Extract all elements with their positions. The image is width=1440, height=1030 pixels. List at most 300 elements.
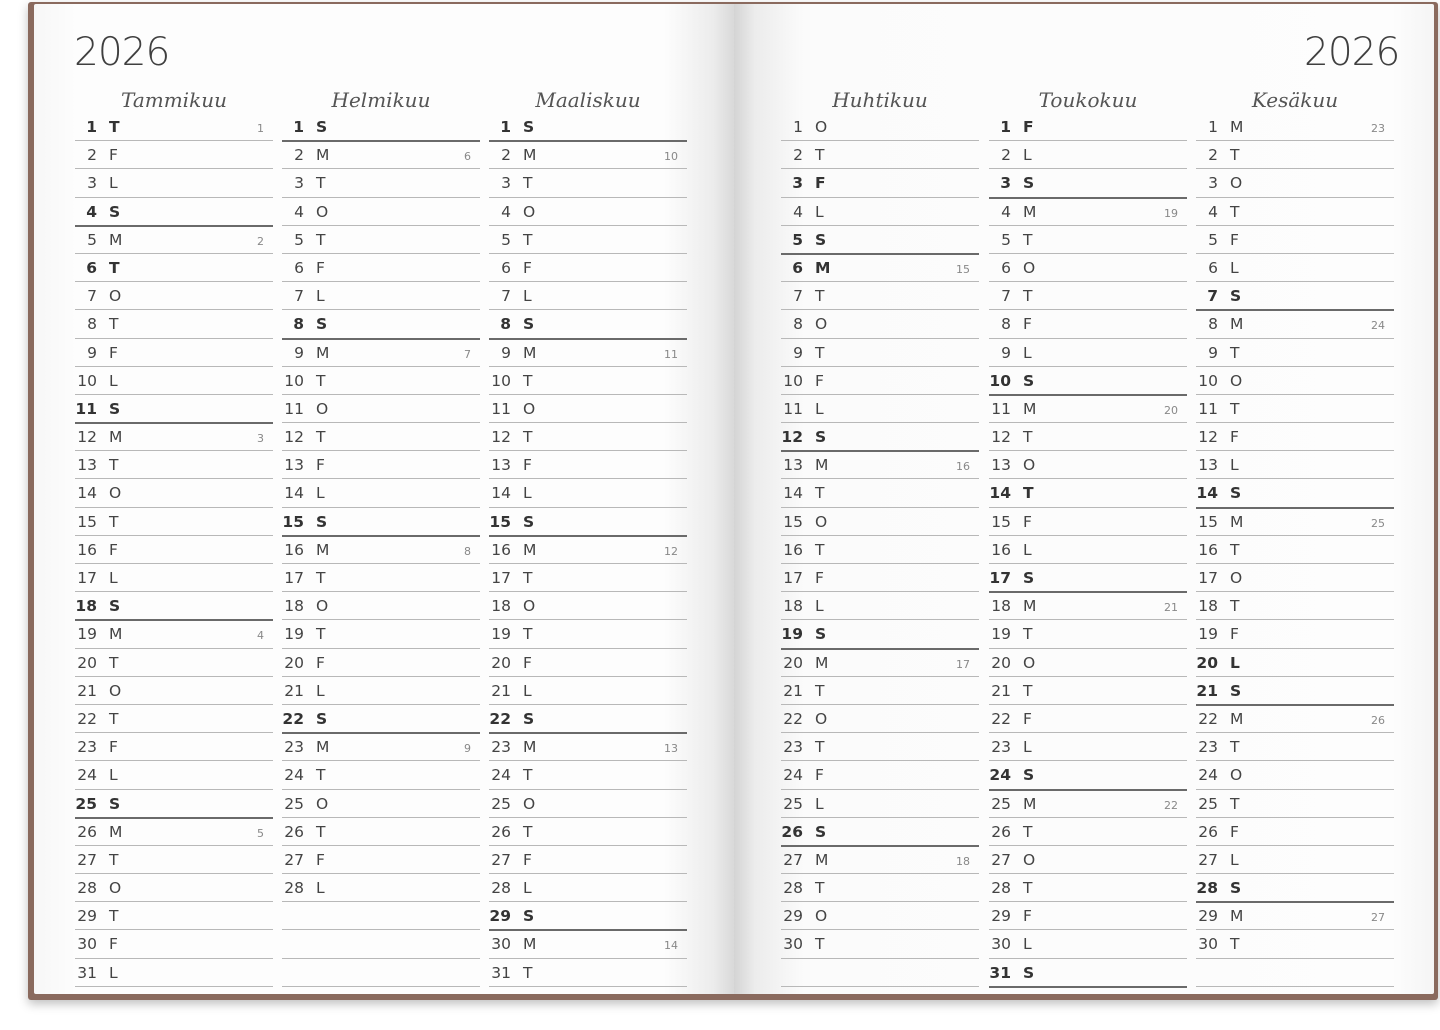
- day-row: [282, 368, 480, 395]
- day-row: [489, 734, 687, 761]
- weekday-letter: F: [316, 850, 325, 869]
- day-number: 19: [991, 625, 1011, 644]
- weekday-letter: S: [815, 428, 827, 447]
- week-number: 18: [956, 854, 970, 868]
- day-number: 15: [489, 512, 511, 531]
- day-number: 4: [501, 202, 511, 221]
- weekday-letter: F: [109, 146, 118, 165]
- day-number: 30: [1198, 935, 1218, 954]
- day-number: 28: [783, 879, 803, 898]
- day-number: 20: [491, 653, 511, 672]
- day-number: 7: [1207, 287, 1218, 306]
- day-number: 4: [793, 202, 803, 221]
- day-row: [282, 480, 480, 507]
- week-number: 7: [464, 347, 471, 361]
- day-row: [282, 960, 480, 987]
- month-name: Kesäkuu: [1251, 88, 1339, 112]
- week-number: 20: [1164, 403, 1178, 417]
- day-number: 6: [501, 258, 511, 277]
- weekday-letter: L: [1023, 738, 1032, 757]
- day-row: [1196, 114, 1394, 141]
- day-row: [989, 255, 1187, 282]
- day-row: [781, 480, 979, 507]
- day-number: 29: [1198, 907, 1218, 926]
- day-row: [489, 396, 687, 423]
- weekday-letter: O: [1023, 258, 1036, 277]
- weekday-letter: T: [815, 540, 825, 559]
- day-row: [781, 283, 979, 310]
- weekday-letter: S: [523, 315, 535, 334]
- day-number: 8: [793, 315, 803, 334]
- week-number: 21: [1164, 601, 1178, 615]
- day-row: [489, 227, 687, 254]
- weekday-letter: T: [1230, 399, 1240, 418]
- day-number: 21: [783, 681, 803, 700]
- weekday-letter: T: [1230, 202, 1240, 221]
- weekday-letter: L: [109, 371, 118, 390]
- day-row: [282, 931, 480, 958]
- day-number: 12: [491, 428, 511, 447]
- day-number: 30: [77, 935, 97, 954]
- day-row: [282, 227, 480, 254]
- weekday-letter: T: [109, 512, 119, 531]
- weekday-letter: O: [109, 484, 122, 503]
- weekday-letter: S: [1023, 371, 1035, 390]
- day-number: 14: [77, 484, 97, 503]
- day-row: [989, 368, 1187, 396]
- day-number: 27: [991, 850, 1011, 869]
- day-row: [282, 396, 480, 423]
- day-number: 1: [1208, 118, 1218, 136]
- day-number: 24: [77, 766, 97, 785]
- weekday-letter: F: [523, 258, 532, 277]
- day-row: [781, 340, 979, 367]
- weekday-letter: L: [316, 879, 325, 898]
- day-row: [1196, 762, 1394, 789]
- day-number: 9: [294, 343, 304, 362]
- day-number: 24: [1198, 766, 1218, 785]
- weekday-letter: T: [1230, 935, 1240, 954]
- weekday-letter: F: [1023, 512, 1032, 531]
- day-number: 26: [284, 822, 304, 841]
- day-row: [489, 650, 687, 677]
- day-number: 21: [77, 681, 97, 700]
- day-number: 14: [491, 484, 511, 503]
- day-number: 16: [77, 540, 97, 559]
- day-number: 23: [284, 738, 304, 757]
- day-row: [989, 706, 1187, 733]
- day-number: 21: [991, 681, 1011, 700]
- day-row: [1196, 678, 1394, 706]
- day-number: 2: [501, 146, 511, 165]
- weekday-letter: F: [1023, 118, 1034, 136]
- day-row: [282, 791, 480, 818]
- day-row: [282, 678, 480, 705]
- day-row: [989, 931, 1187, 958]
- day-number: 14: [1196, 484, 1218, 503]
- day-number: 18: [991, 597, 1011, 616]
- week-number: 8: [464, 544, 471, 558]
- day-number: 3: [1208, 174, 1218, 193]
- day-number: 14: [284, 484, 304, 503]
- day-number: 12: [1198, 428, 1218, 447]
- week-number: 4: [257, 629, 264, 643]
- day-row: [1196, 565, 1394, 592]
- weekday-letter: L: [1023, 146, 1032, 165]
- month-name: Helmikuu: [331, 88, 431, 112]
- month-name: Maaliskuu: [535, 88, 641, 112]
- day-row: [489, 311, 687, 339]
- day-row: [781, 368, 979, 395]
- day-number: 27: [284, 850, 304, 869]
- day-row: [75, 170, 273, 197]
- day-number: 9: [501, 343, 511, 362]
- day-row: [489, 565, 687, 592]
- weekday-letter: O: [1230, 174, 1243, 193]
- day-row: [489, 931, 687, 958]
- weekday-letter: S: [1230, 484, 1242, 503]
- day-number: 2: [294, 146, 304, 165]
- day-number: 12: [284, 428, 304, 447]
- day-row: [1196, 931, 1394, 958]
- day-number: 7: [501, 287, 511, 306]
- weekday-letter: S: [1023, 963, 1035, 982]
- day-row: [282, 650, 480, 677]
- day-row: [781, 734, 979, 761]
- weekday-letter: T: [815, 681, 825, 700]
- day-row: [75, 537, 273, 564]
- day-number: 18: [75, 597, 97, 616]
- weekday-letter: M: [109, 822, 123, 841]
- weekday-letter: O: [109, 681, 122, 700]
- weekday-letter: F: [815, 569, 824, 587]
- day-row: [1196, 593, 1394, 620]
- day-row: [781, 847, 979, 874]
- weekday-letter: S: [1023, 569, 1035, 587]
- day-number: 10: [491, 371, 511, 390]
- day-number: 27: [491, 850, 511, 869]
- day-number: 1: [293, 118, 304, 136]
- weekday-letter: M: [109, 230, 123, 249]
- day-number: 12: [781, 428, 803, 447]
- weekday-letter: F: [1023, 709, 1032, 728]
- day-row: [75, 621, 273, 648]
- weekday-letter: F: [1230, 625, 1239, 644]
- weekday-letter: T: [109, 118, 120, 136]
- weekday-letter: S: [109, 597, 121, 616]
- day-row: [989, 678, 1187, 705]
- day-number: 23: [783, 738, 803, 757]
- day-row: [75, 847, 273, 874]
- day-row: [75, 960, 273, 987]
- day-number: 8: [87, 315, 97, 334]
- day-row: [1196, 706, 1394, 733]
- week-number: 13: [664, 742, 678, 756]
- day-row: [989, 142, 1187, 169]
- day-number: 21: [1196, 681, 1218, 700]
- day-row: [489, 678, 687, 705]
- weekday-letter: T: [1230, 146, 1240, 165]
- day-number: 15: [77, 512, 97, 531]
- day-number: 8: [293, 315, 304, 334]
- day-row: [489, 199, 687, 226]
- weekday-letter: M: [815, 850, 829, 869]
- day-row: [989, 396, 1187, 423]
- weekday-letter: O: [523, 597, 536, 616]
- weekday-letter: S: [1230, 681, 1242, 700]
- day-number: 13: [77, 456, 97, 475]
- weekday-letter: T: [316, 371, 326, 390]
- day-number: 18: [491, 597, 511, 616]
- weekday-letter: F: [1023, 315, 1032, 334]
- day-row: [781, 762, 979, 789]
- day-row: [781, 537, 979, 564]
- day-row: [989, 791, 1187, 818]
- day-row: [1196, 650, 1394, 677]
- day-number: 16: [1198, 540, 1218, 559]
- weekday-letter: F: [815, 371, 824, 390]
- weekday-letter: L: [1230, 258, 1239, 277]
- weekday-letter: T: [815, 738, 825, 757]
- day-number: 20: [1196, 653, 1218, 672]
- weekday-letter: L: [1230, 456, 1239, 475]
- weekday-letter: O: [523, 202, 536, 221]
- day-row: [282, 311, 480, 339]
- weekday-letter: L: [523, 879, 532, 898]
- day-number: 18: [1198, 597, 1218, 616]
- day-row: [489, 368, 687, 395]
- weekday-letter: T: [815, 484, 825, 503]
- day-row: [489, 283, 687, 310]
- day-number: 12: [991, 428, 1011, 447]
- weekday-letter: T: [109, 456, 119, 475]
- day-number: 8: [500, 315, 511, 334]
- day-number: 20: [284, 653, 304, 672]
- weekday-letter: L: [1230, 653, 1240, 672]
- day-number: 4: [86, 202, 97, 221]
- week-number: 23: [1371, 122, 1385, 135]
- day-number: 21: [491, 681, 511, 700]
- weekday-letter: T: [815, 935, 825, 954]
- day-number: 17: [491, 569, 511, 587]
- day-number: 28: [284, 879, 304, 898]
- weekday-letter: F: [316, 456, 325, 475]
- day-row: [282, 847, 480, 874]
- day-row: [75, 931, 273, 958]
- day-row: [781, 875, 979, 902]
- day-row: [781, 791, 979, 818]
- day-number: 3: [501, 174, 511, 193]
- day-row: [75, 678, 273, 705]
- month-column: [75, 86, 273, 988]
- weekday-letter: T: [523, 822, 533, 841]
- day-row: [75, 452, 273, 479]
- day-number: 18: [284, 597, 304, 616]
- day-number: 13: [1198, 456, 1218, 475]
- weekday-letter: L: [523, 484, 532, 503]
- day-number: 2: [1001, 146, 1011, 165]
- day-number: 6: [294, 258, 304, 277]
- weekday-letter: L: [1023, 540, 1032, 559]
- day-row: [1196, 368, 1394, 395]
- day-row: [75, 227, 273, 254]
- weekday-letter: L: [316, 484, 325, 503]
- weekday-letter: L: [109, 963, 118, 982]
- day-row: [1196, 170, 1394, 197]
- day-row: [75, 283, 273, 310]
- weekday-letter: T: [815, 146, 825, 165]
- day-number: 3: [792, 174, 803, 193]
- day-number: 8: [1208, 315, 1218, 334]
- day-row: [282, 762, 480, 789]
- day-row: [989, 199, 1187, 226]
- day-number: 2: [1208, 146, 1218, 165]
- day-row: [989, 424, 1187, 451]
- day-number: 11: [284, 399, 304, 418]
- week-number: 14: [664, 939, 678, 953]
- weekday-letter: M: [1023, 399, 1037, 418]
- weekday-letter: O: [316, 399, 329, 418]
- month-column: [282, 86, 480, 988]
- day-number: 4: [294, 202, 304, 221]
- day-number: 20: [783, 653, 803, 672]
- day-number: 25: [991, 794, 1011, 813]
- weekday-letter: M: [1230, 907, 1244, 926]
- day-row: [282, 340, 480, 367]
- day-number: 31: [77, 963, 97, 982]
- day-row: [989, 762, 1187, 790]
- day-row: [781, 452, 979, 479]
- day-number: 23: [991, 738, 1011, 757]
- day-row: [75, 340, 273, 367]
- day-row: [282, 255, 480, 282]
- weekday-letter: O: [109, 879, 122, 898]
- day-number: 30: [783, 935, 803, 954]
- day-row: [489, 847, 687, 874]
- weekday-letter: F: [316, 258, 325, 277]
- weekday-letter: M: [1023, 794, 1037, 813]
- weekday-letter: M: [1023, 202, 1037, 221]
- weekday-letter: S: [1023, 766, 1035, 785]
- weekday-letter: O: [523, 399, 536, 418]
- day-row: [282, 903, 480, 930]
- weekday-letter: T: [316, 174, 326, 193]
- weekday-letter: L: [815, 399, 824, 418]
- year-title-right: 2026: [1304, 30, 1400, 75]
- day-number: 23: [1198, 738, 1218, 757]
- day-number: 11: [991, 399, 1011, 418]
- weekday-letter: T: [1230, 597, 1240, 616]
- day-row: [989, 227, 1187, 254]
- weekday-letter: M: [1230, 315, 1244, 334]
- weekday-letter: F: [109, 540, 118, 559]
- day-number: 27: [783, 850, 803, 869]
- weekday-letter: T: [316, 230, 326, 249]
- weekday-letter: T: [1023, 822, 1033, 841]
- weekday-letter: T: [1023, 428, 1033, 447]
- day-row: [489, 960, 687, 987]
- day-row: [282, 142, 480, 169]
- day-row: [75, 875, 273, 902]
- weekday-letter: O: [1023, 653, 1036, 672]
- weekday-letter: T: [523, 428, 533, 447]
- day-row: [75, 509, 273, 536]
- day-row: [1196, 819, 1394, 846]
- weekday-letter: T: [109, 907, 119, 926]
- day-row: [489, 480, 687, 507]
- day-number: 15: [991, 512, 1011, 531]
- day-number: 27: [77, 850, 97, 869]
- weekday-letter: M: [109, 428, 123, 447]
- weekday-letter: T: [523, 230, 533, 249]
- day-number: 10: [1198, 371, 1218, 390]
- day-row: [75, 255, 273, 282]
- day-number: 5: [1001, 230, 1011, 249]
- weekday-letter: M: [1023, 597, 1037, 616]
- day-row: [489, 593, 687, 620]
- weekday-letter: F: [815, 174, 826, 193]
- month-column: [489, 86, 687, 988]
- weekday-letter: T: [1023, 287, 1033, 306]
- weekday-letter: T: [1230, 794, 1240, 813]
- weekday-letter: F: [1230, 822, 1239, 841]
- weekday-letter: T: [523, 963, 533, 982]
- day-number: 3: [87, 174, 97, 193]
- weekday-letter: F: [523, 653, 532, 672]
- day-number: 6: [1001, 258, 1011, 277]
- weekday-letter: F: [1230, 230, 1239, 249]
- day-number: 27: [1198, 850, 1218, 869]
- week-number: 24: [1371, 319, 1385, 333]
- day-row: [489, 621, 687, 648]
- day-row: [781, 621, 979, 649]
- day-row: [489, 170, 687, 197]
- weekday-letter: T: [1023, 625, 1033, 644]
- weekday-letter: S: [815, 625, 827, 644]
- week-number: 2: [257, 234, 264, 248]
- day-number: 5: [87, 230, 97, 249]
- day-row: [1196, 847, 1394, 874]
- day-row: [75, 199, 273, 227]
- week-number: 16: [956, 460, 970, 474]
- day-number: 30: [491, 935, 511, 954]
- weekday-letter: M: [523, 540, 537, 559]
- weekday-letter: O: [1230, 371, 1243, 390]
- weekday-letter: T: [1023, 879, 1033, 898]
- day-number: 2: [87, 146, 97, 165]
- day-row: [282, 537, 480, 564]
- day-number: 15: [282, 512, 304, 531]
- weekday-letter: L: [316, 287, 325, 306]
- day-number: 24: [491, 766, 511, 785]
- day-number: 24: [783, 766, 803, 785]
- day-row: [781, 565, 979, 592]
- day-row: [75, 762, 273, 789]
- day-row: [781, 114, 979, 141]
- day-number: 30: [991, 935, 1011, 954]
- day-row: [75, 565, 273, 592]
- day-row: [781, 593, 979, 620]
- day-row: [75, 791, 273, 819]
- day-number: 15: [783, 512, 803, 531]
- weekday-letter: T: [1230, 540, 1240, 559]
- day-number: 15: [1198, 512, 1218, 531]
- day-row: [489, 114, 687, 142]
- day-row: [781, 142, 979, 169]
- weekday-letter: S: [523, 118, 535, 136]
- day-number: 10: [77, 371, 97, 390]
- weekday-letter: S: [109, 399, 121, 418]
